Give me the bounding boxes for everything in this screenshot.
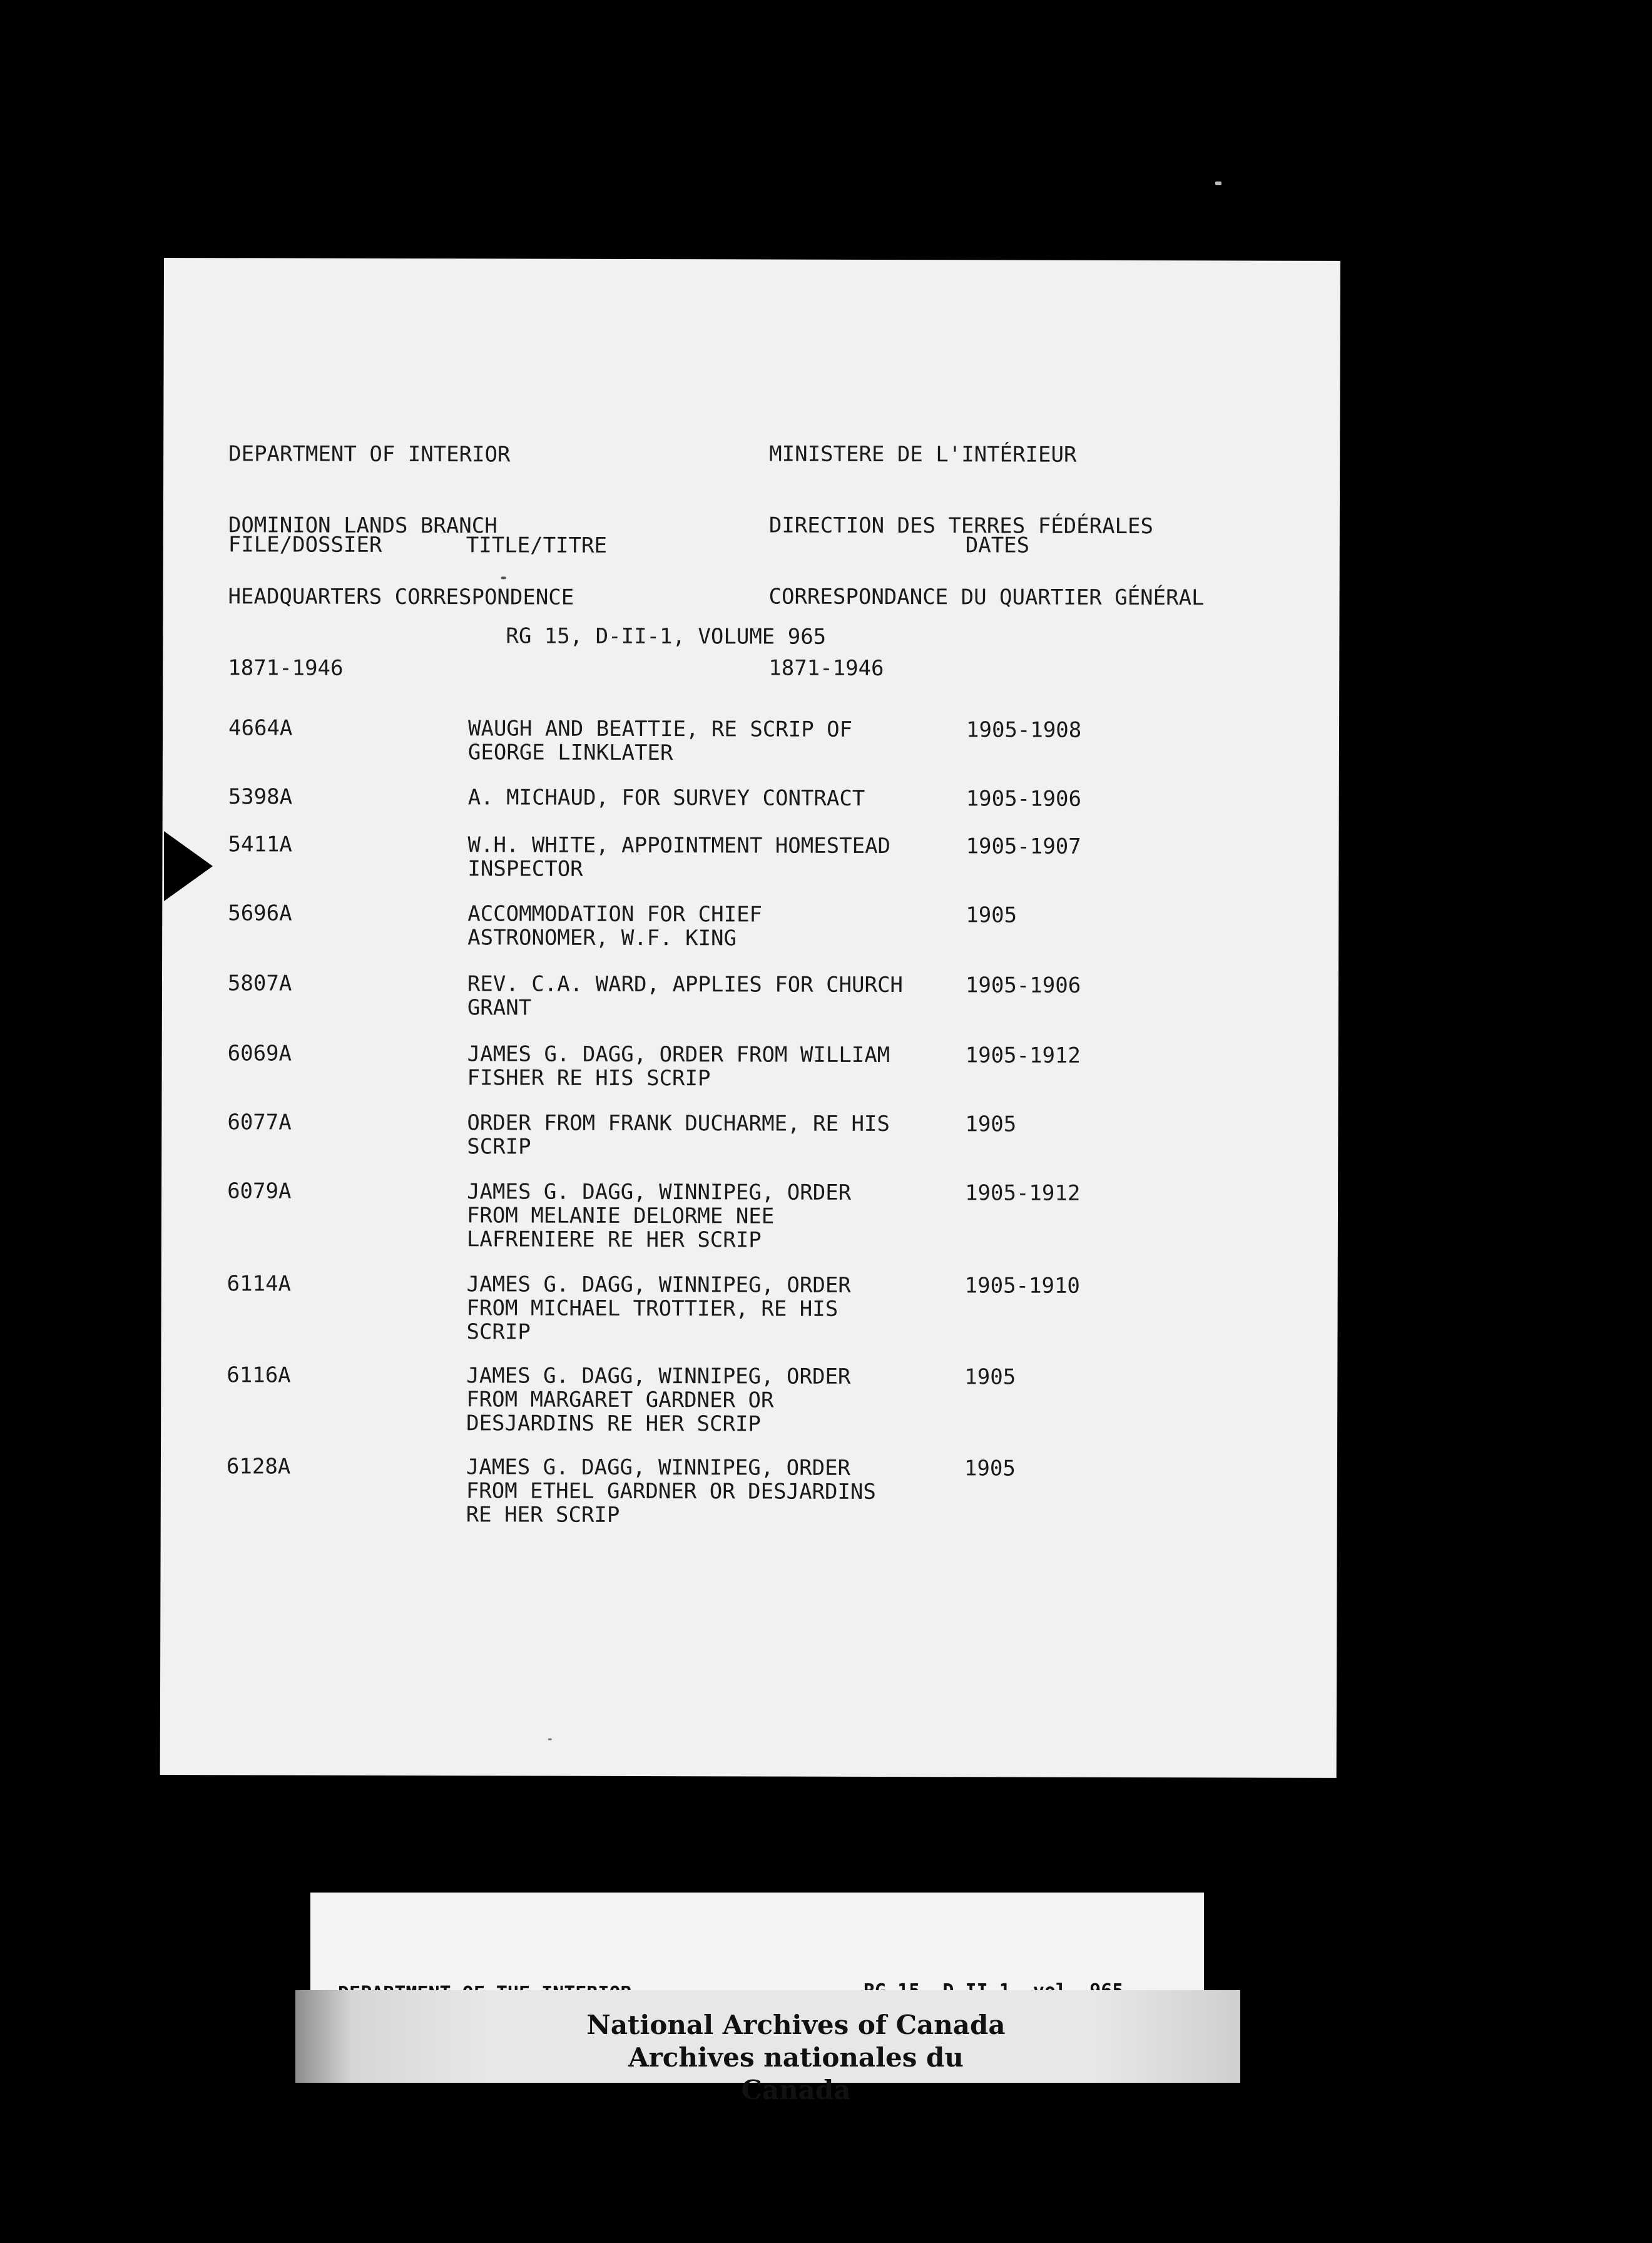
table-row [161,1178,1338,1253]
page-notch [164,831,213,901]
file-title: JAMES G. DAGG, ORDER FROM WILLIAM FISHER RE HIS SCRIP [467,1041,890,1091]
table-row [163,832,1339,882]
header-right [768,395,1205,729]
file-dates: 1905-1907 [966,834,1081,859]
column-header-dates: DATES [965,533,1030,558]
table-row [163,784,1339,812]
table-row [161,1271,1338,1345]
file-title: ACCOMMODATION FOR CHIEF ASTRONOMER, W.F. KING [467,901,763,951]
header-left-line: DEPARTMENT OF INTERIOR [228,441,511,468]
file-dates: 1905-1908 [966,717,1082,743]
file-dates: 1905-1912 [965,1180,1081,1206]
file-title: JAMES G. DAGG, WINNIPEG, ORDER FROM ETHEL GARDNER OR DESJARDINS RE HER SCRIP [466,1454,876,1528]
header-left-line: DOMINION LANDS BRANCH [228,513,497,539]
archives-line-fr: Archives nationales du Canada [628,2042,964,2105]
archives-banner [295,1990,1240,2105]
file-title: W.H. WHITE, APPOINTMENT HOMESTEAD INSPECTOR [467,832,891,882]
file-title: JAMES G. DAGG, WINNIPEG, ORDER FROM MARGARET GARDNER OR DESJARDINS RE HER SCRIP [466,1363,851,1437]
file-title: WAUGH AND BEATTIE, RE SCRIP OF GEORGE LINKLATER [467,716,853,766]
file-number: 6116A [227,1362,291,1388]
file-dates: 1905-1906 [965,973,1081,998]
scan-speck [1215,181,1221,185]
table-row [162,901,1338,951]
table-row [162,971,1338,1021]
table-row [162,1041,1338,1091]
file-dates: 1905-1910 [964,1273,1080,1299]
document-page [160,258,1340,1778]
paper-speck [501,576,506,579]
file-dates: 1905 [966,902,1017,928]
file-number: 6079A [227,1178,292,1204]
table-row [161,1362,1337,1437]
header-right-line: 1871-1946 [768,655,884,682]
column-header-title: TITLE/TITRE [466,533,608,558]
file-dates: 1905 [964,1364,1016,1390]
paper-speck [548,1739,552,1740]
file-number: 6077A [227,1110,292,1135]
file-number: 6128A [226,1454,291,1479]
file-dates: 1905-1912 [965,1043,1081,1068]
file-title: ORDER FROM FRANK DUCHARME, RE HIS SCRIP [467,1110,890,1160]
column-header-file: FILE/DOSSIER [228,532,382,558]
file-number: 4664A [228,715,293,741]
header-left-line: 1871-1946 [228,655,344,681]
header-right-line: DIRECTION DES TERRES FÉDÉRALES [768,513,1154,539]
file-number: 5411A [228,832,292,857]
file-title: JAMES G. DAGG, WINNIPEG, ORDER FROM MELANIE DELORME NEE LAFRENIERE RE HER SCRIP [466,1179,852,1253]
header-left [228,394,574,728]
archives-title [577,2009,1015,2107]
archive-label [310,1893,1204,2004]
file-dates: 1905 [964,1456,1016,1481]
file-number: 5398A [228,784,293,810]
file-dates: 1905-1906 [966,786,1082,812]
table-row [161,1110,1338,1160]
file-number: 6114A [227,1271,292,1297]
header-right-line: CORRESPONDANCE DU QUARTIER GÉNÉRAL [768,584,1205,611]
volume-reference: RG 15, D-II-1, VOLUME 965 [506,623,827,650]
header-left-line: HEADQUARTERS CORRESPONDENCE [228,584,574,610]
header-right-line: MINISTERE DE L'INTÉRIEUR [769,441,1077,468]
file-title: A. MICHAUD, FOR SURVEY CONTRACT [467,785,865,811]
table-row [161,1454,1337,1528]
archives-line-en: National Archives of Canada [586,2010,1006,2040]
file-title: REV. C.A. WARD, APPLIES FOR CHURCH GRANT [467,971,903,1021]
file-number: 5807A [227,971,292,996]
file-dates: 1905 [965,1111,1017,1137]
file-title: JAMES G. DAGG, WINNIPEG, ORDER FROM MICHAEL TROTTIER, RE HIS SCRIP [466,1272,851,1345]
file-number: 5696A [228,901,292,926]
file-number: 6069A [227,1041,292,1066]
